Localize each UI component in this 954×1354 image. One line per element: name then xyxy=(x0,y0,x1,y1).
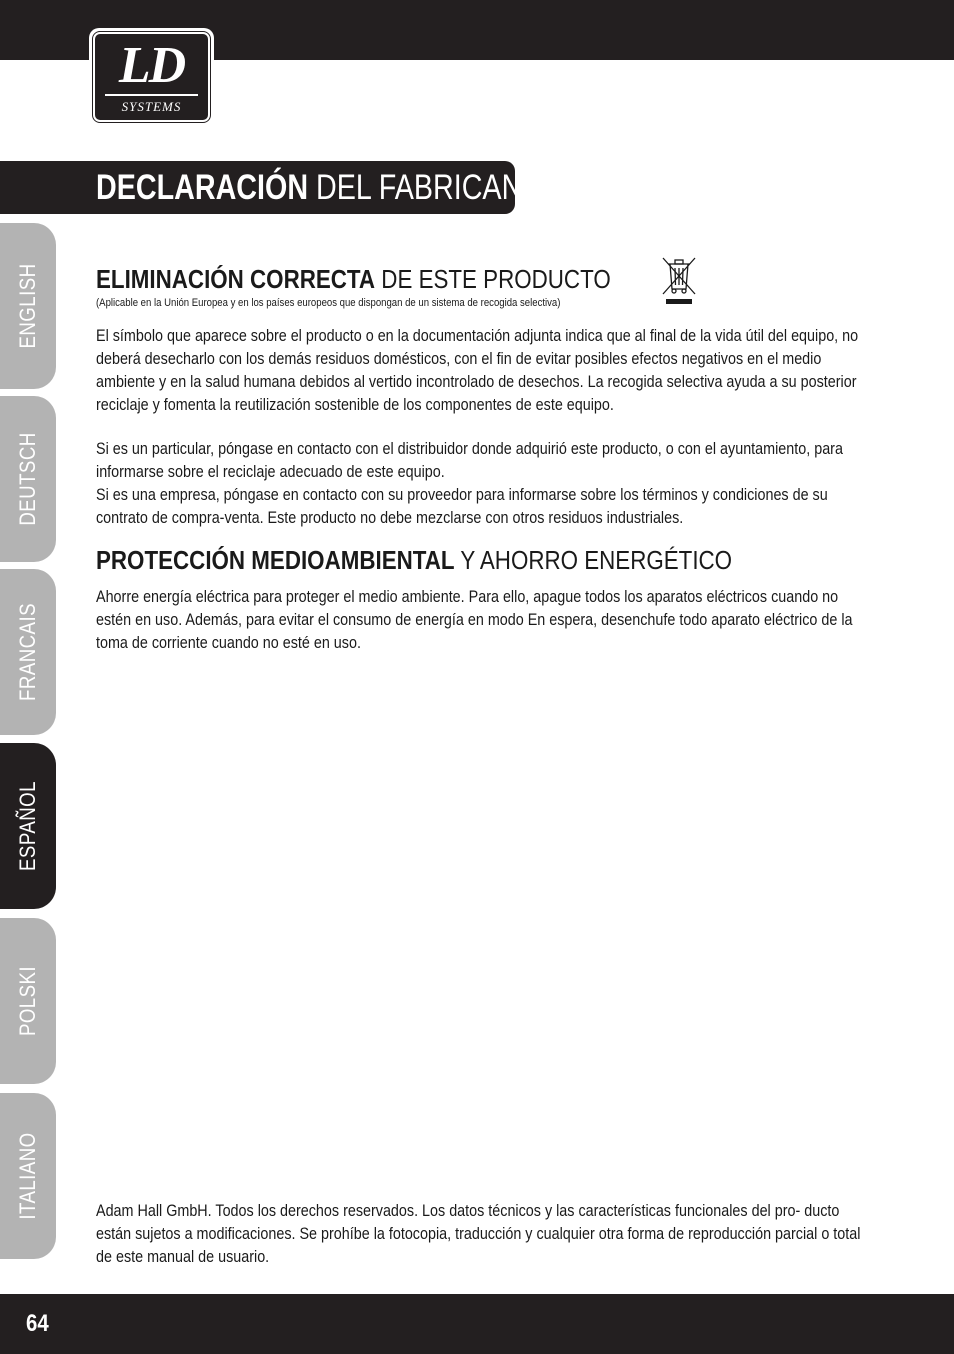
page-number: 64 xyxy=(26,1310,49,1337)
tab-polski-label: POLSKI xyxy=(15,965,40,1037)
environment-paragraph: Ahorre energía eléctrica para proteger el medio ambiente. Para ello, apague todos los aparatos eléctricos cuando no estén en uso. Además, para evitar el consumo de energía en modo En espera, desenchufe todo aparato eléctrico de la toma de corriente cuando no esté en uso. xyxy=(96,588,853,652)
tab-italiano-label: ITALIANO xyxy=(15,1132,40,1220)
page-title: DECLARACIÓN DEL FABRICANTE xyxy=(96,168,559,207)
disposal-paragraph-1: El símbolo que aparece sobre el producto o en la documentación adjunta indica que al final de la vida útil del equipo, no deberá desecharlo con los demás residuos domésticos, con el fin de evitar posibles efectos negativos en el medio ambiente y en la salud humana debidos al vertido incontrolado de desechos. La recogida selectiva ayuda a su posterior reciclaje y fomenta la reutilización sostenible de los componentes de este equipo. xyxy=(96,327,859,414)
logo-main-text: LD xyxy=(118,37,185,94)
logo-sub-text: SYSTEMS xyxy=(121,99,182,114)
page-title-band xyxy=(0,161,559,214)
tab-espanol[interactable] xyxy=(0,743,56,909)
section-environment-heading: PROTECCIÓN MEDIOAMBIENTAL Y AHORRO ENERGÉTICO xyxy=(96,545,733,575)
tab-english-label: ENGLISH xyxy=(15,263,40,349)
tab-english[interactable] xyxy=(0,223,56,389)
section-disposal-note: (Aplicable en la Unión Europea y en los países europeos que dispongan de un sistema de recogida selectiva) xyxy=(96,297,561,309)
tab-italiano[interactable] xyxy=(0,1093,56,1259)
tab-espanol-label: ESPAÑOL xyxy=(15,781,40,871)
tab-francais-label: FRANCAIS xyxy=(15,603,40,701)
section-disposal-heading: ELIMINACIÓN CORRECTA DE ESTE PRODUCTO xyxy=(96,264,611,294)
tab-deutsch-label: DEUTSCH xyxy=(15,432,40,526)
disposal-paragraph-3: Si es una empresa, póngase en contacto con su proveedor para informarse sobre los términos y condiciones de su contrato de compra-venta. Este producto no debe mezclarse con otros residuos industriales. xyxy=(96,486,828,527)
tab-deutsch[interactable] xyxy=(0,396,56,562)
crossed-bin-icon xyxy=(660,255,698,307)
copyright-notice: Adam Hall GmbH. Todos los derechos reservados. Los datos técnicos y las características funcionales del pro- ducto están sujetos a modificaciones. Se prohíbe la fotocopia, traducción y cualquier otra forma de reproducción parcial o total de este manual de usuario. xyxy=(96,1202,861,1266)
tab-francais[interactable] xyxy=(0,569,56,735)
ld-systems-logo xyxy=(89,28,214,126)
tab-polski[interactable] xyxy=(0,918,56,1084)
disposal-paragraph-2: Si es un particular, póngase en contacto con el distribuidor donde adquirió este producto, o con el ayuntamiento, para informarse sobre el reciclaje adecuado de este equipo. xyxy=(96,440,843,481)
footer-bar xyxy=(0,1294,954,1354)
